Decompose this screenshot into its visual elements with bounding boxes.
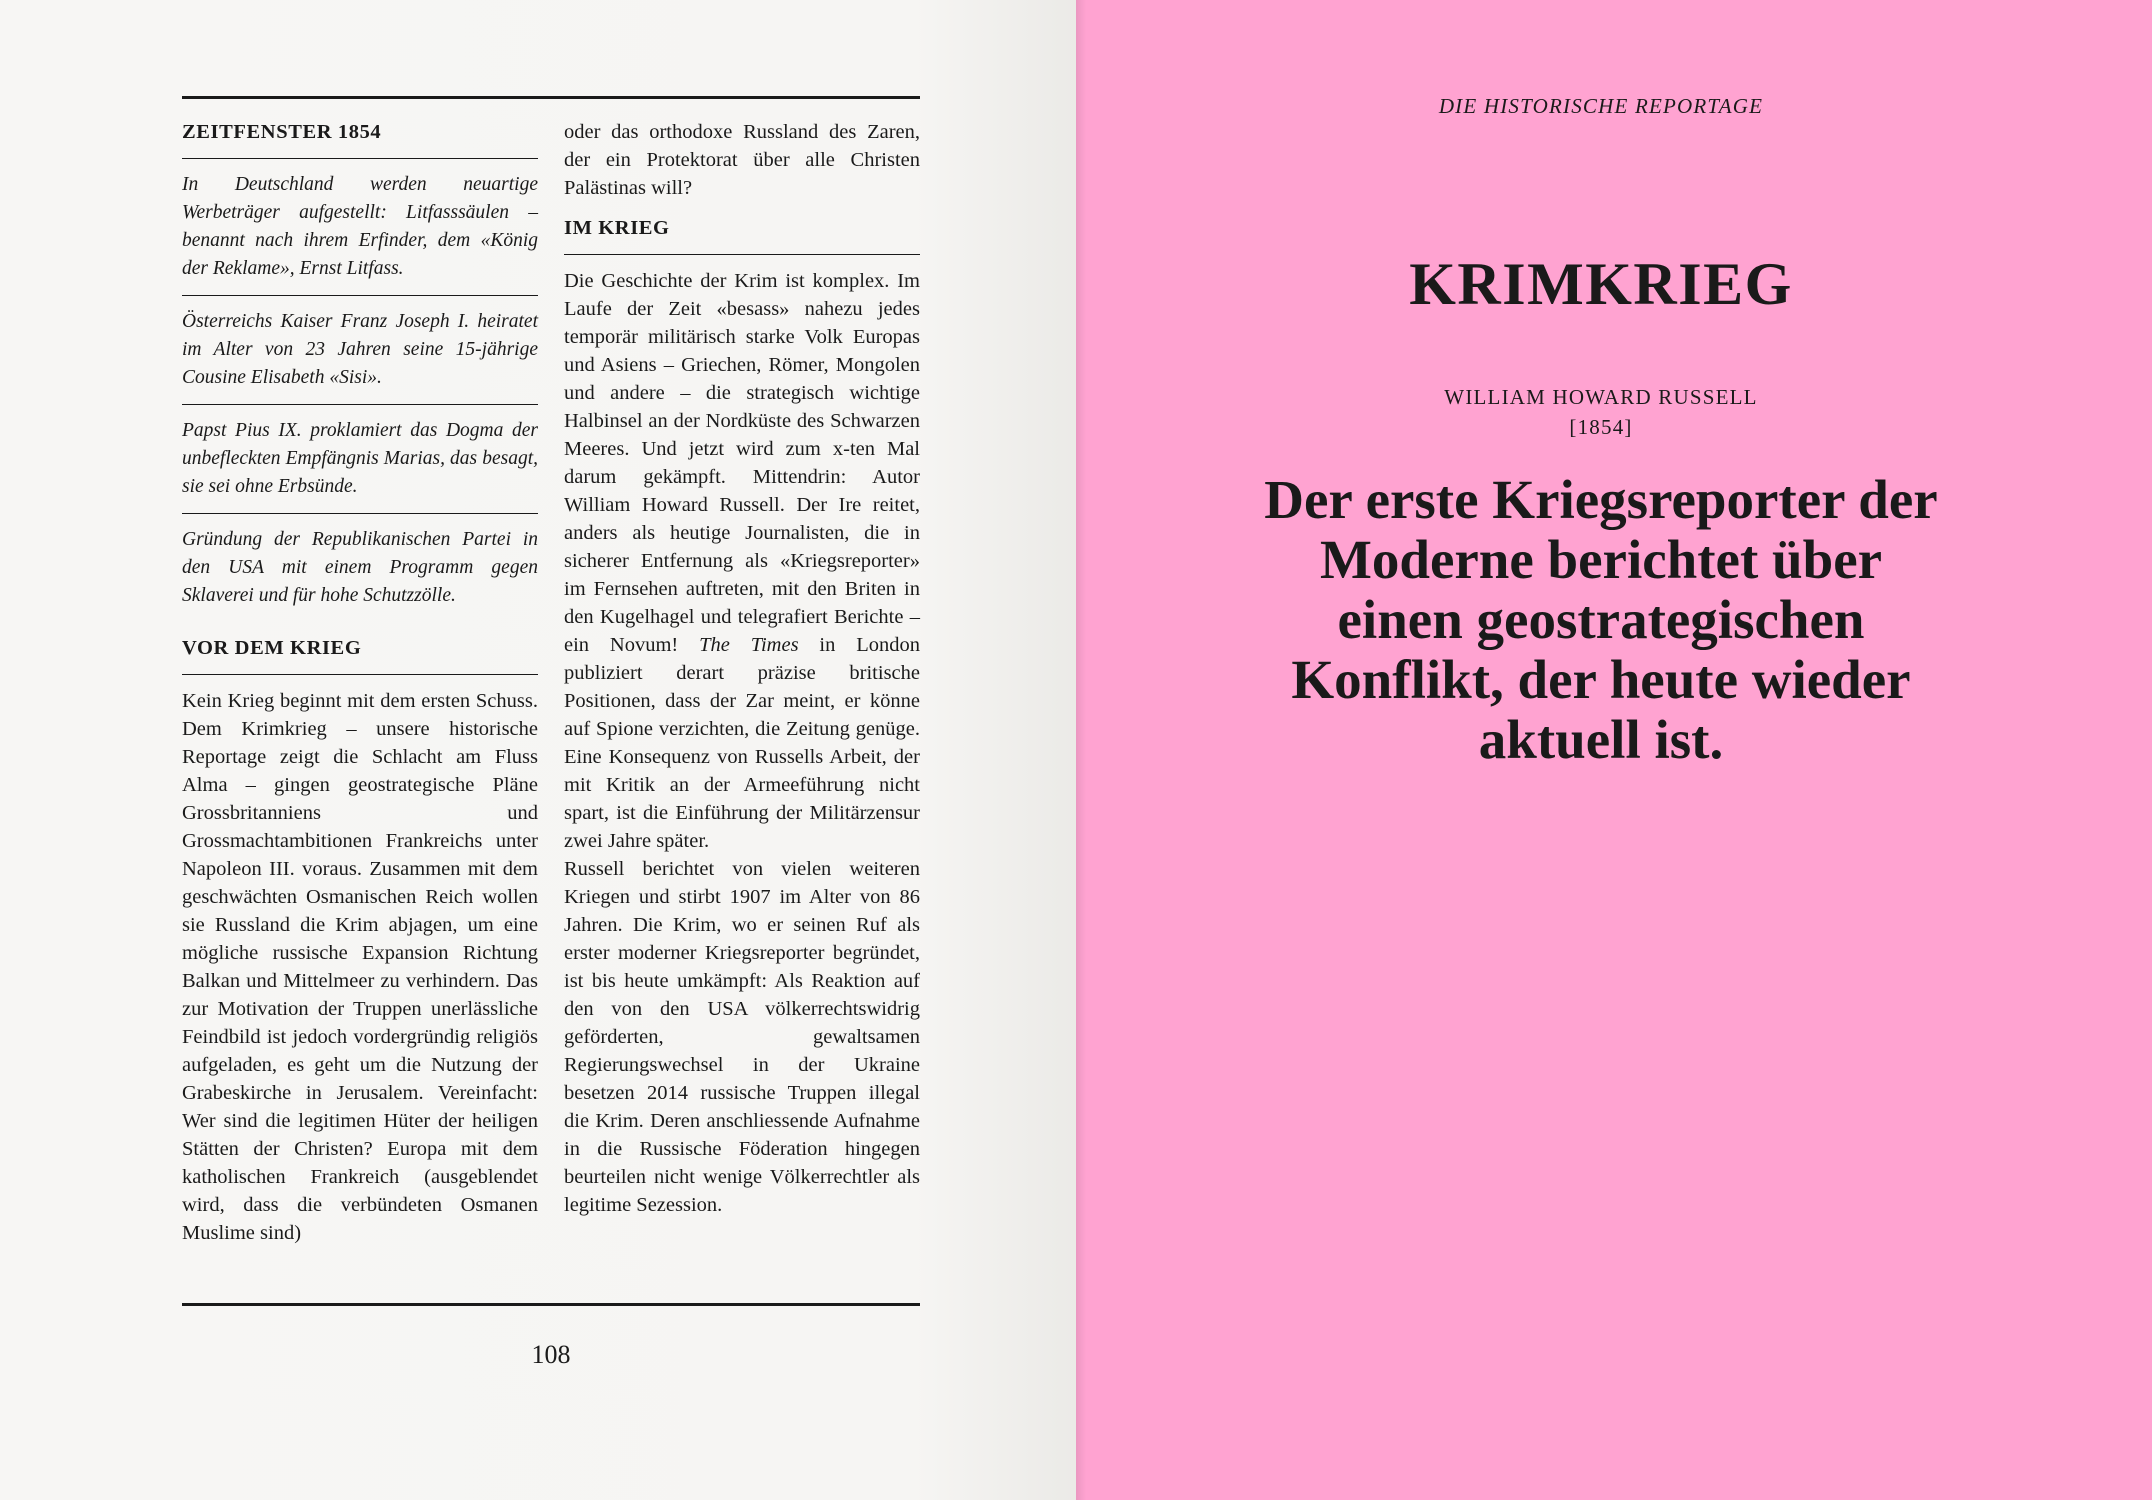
author-name: WILLIAM HOWARD RUSSELL <box>1444 385 1758 409</box>
section-heading-before-war: VOR DEM KRIEG <box>182 634 538 675</box>
section-text-war-aftermath: Russell berichtet von vielen weiteren Kriegen und stirbt 1907 im Alter von 86 Jahren. Die Krim, wo er seinen Ruf als erster moderner Kriegsreporter begründet, ist bis heute umkämpft: Als Reaktion auf den von den USA völkerrechtswidrig geförderten, gewaltsamen Regierungswechsel in der Ukraine besetzen 2014 russische Truppen illegal die Krim. Deren anschliessende Aufnahme in die Russische Föderation hingegen beurteilen nicht wenige Völkerrechtler als legitime Sezession. <box>564 858 920 1216</box>
section-kicker: DIE HISTORISCHE REPORTAGE <box>1438 94 1764 118</box>
timeline-note: In Deutschland werden neuartige Werbeträger aufgestellt: Litfasssäulen – benannt nach ihrem Erfinder, dem «König der Reklame», Ernst Litfass. <box>182 171 538 296</box>
timeline-note: Papst Pius IX. proklamiert das Dogma der unbefleckten Empfängnis Marias, das besagt, sie sei ohne Erbsünde. <box>182 417 538 514</box>
right-page <box>1076 0 2152 1500</box>
war-text-part1: Die Geschichte der Krim ist komplex. Im Laufe der Zeit «besass» nahezu jedes temporär militärisch starke Volk Europas und Asiens – Griechen, Römer, Mongolen und andere – die strategisch wichtige Halbinsel an der Nordküste des Schwarzen Meeres. Und jetzt wird zum x-ten Mal darum gekämpft. Mittendrin: Autor William Howard Russell. Der Ire reitet, anders als heutige Journalisten, die in sicherer Entfernung als «Kriegsreporter» im Fernsehen auftreten, mit den Briten in den Kugelhagel und telegrafiert Berichte – ein Novum! <box>564 270 920 656</box>
article-title: KRIMKRIEG <box>1409 251 1793 317</box>
gutter-shadow <box>1076 0 1086 1500</box>
bottom-rule <box>182 1303 920 1306</box>
page-number: 108 <box>531 1340 571 1369</box>
top-rule <box>182 96 920 99</box>
author-year: [1854] <box>1569 415 1633 439</box>
section-text-before-war: Kein Krieg beginnt mit dem ersten Schuss. Dem Krimkrieg – unsere historische Reportage zeigt die Schlacht am Fluss Alma – gingen geostrategische Pläne Grossbritanniens und Grossmachtambitionen Frankreichs unter Napoleon III. voraus. Zusammen mit dem geschwächten Osmanischen Reich wollen sie Russland die Krim abjagen, um eine mögliche russische Expansion Richtung Balkan und Mittelmeer zu verhindern. Das zur Motivation der Truppen unerlässliche Feindbild ist jedoch vordergründig religiös aufgeladen, es geht um die Nutzung der Grabeskirche in Jerusalem. Vereinfacht: Wer sind die legitimen Hüter der heiligen Stätten der Christen? Europa mit dem katholischen Frankreich (ausgeblendet wird, dass die verbündeten Osmanen Muslime sind) <box>182 690 538 1244</box>
article-headline: Der erste Kriegsreporter der Moderne berichtet über einen geostrategischen Konflikt, der heute wieder aktuell ist. <box>1264 469 1938 770</box>
section-heading-war: IM KRIEG <box>564 214 920 255</box>
timeline-note: Gründung der Republikanischen Partei in den USA mit einem Programm gegen Sklaverei und für hohe Schutzzölle. <box>182 529 538 606</box>
timeline-note: Österreichs Kaiser Franz Joseph I. heiratet im Alter von 23 Jahren seine 15-jährige Cousine Elisabeth «Sisi». <box>182 308 538 405</box>
left-column <box>182 118 538 1257</box>
section-text-war <box>564 267 920 855</box>
sidebar-title: ZEITFENSTER 1854 <box>182 118 538 159</box>
author-block <box>1076 382 2126 442</box>
right-column <box>564 118 920 1219</box>
newspaper-name: The Times <box>699 634 799 656</box>
section-text-before-war-continued: oder das orthodoxe Russland des Zaren, der ein Protektorat über alle Christen Palästinas will? <box>564 121 920 199</box>
war-text-part2: in London publiziert derart präzise britische Positionen, dass der Zar meint, er könne auf Spione verzichten, die Zeitung genüge. Eine Konsequenz von Russells Arbeit, der mit Kritik an der Armeeführung nicht spart, ist die Einführung der Militärzensur zwei Jahre später. <box>564 634 920 852</box>
